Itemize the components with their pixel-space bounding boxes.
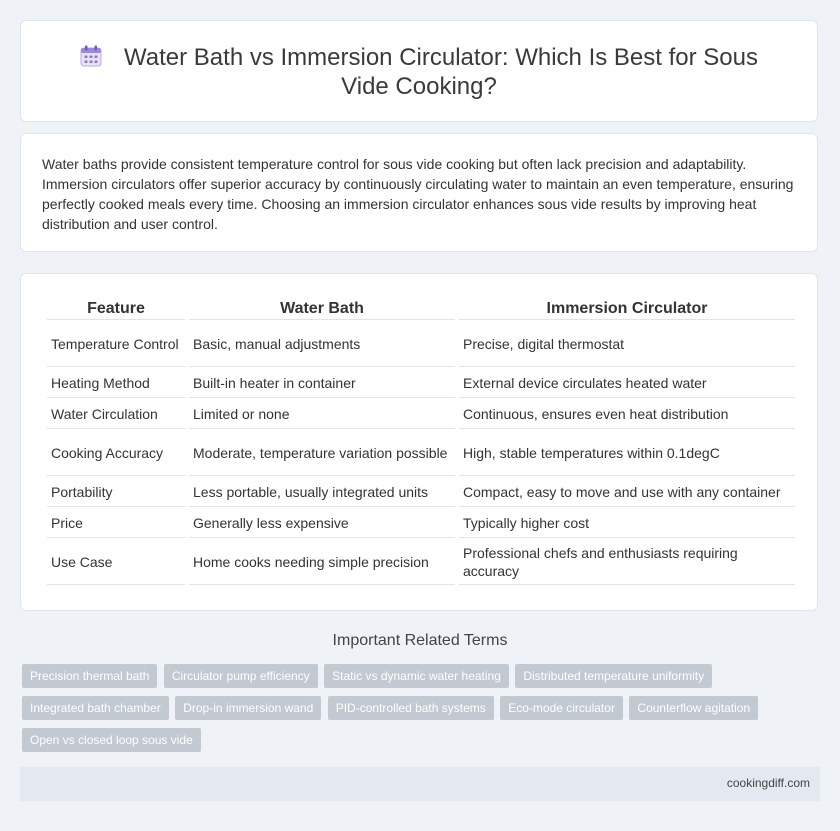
footer-bar: [20, 767, 820, 801]
related-term-tag[interactable]: Distributed temperature uniformity: [515, 664, 712, 688]
table-header-row: [47, 297, 795, 320]
intro-card: [20, 133, 818, 252]
related-terms-title: Important Related Terms: [332, 632, 508, 649]
table-cell: Continuous, ensures even heat distribution: [459, 399, 795, 429]
table-row: [47, 508, 795, 538]
table-row: [47, 399, 795, 429]
table-cell: Temperature Control: [47, 321, 185, 367]
related-term-tag[interactable]: PID-controlled bath systems: [328, 696, 494, 720]
intro-paragraph: Water baths provide consistent temperature control for sous vide cooking but often lack precision and adaptability. Immersion circulators offer superior accuracy by continuously circulating water to maintain an even temperature, ensuring perfectly cooked meals every time. Choosing an immersion circulator enhances sous vide results by improving heat distribution and user control.: [42, 156, 794, 232]
table-cell: Portability: [47, 477, 185, 507]
related-term-tag[interactable]: Static vs dynamic water heating: [324, 664, 509, 688]
related-term-tag[interactable]: Integrated bath chamber: [22, 696, 169, 720]
table-cell: Compact, easy to move and use with any container: [459, 477, 795, 507]
table-cell: Precise, digital thermostat: [459, 321, 795, 367]
page-title: Water Bath vs Immersion Circulator: Which Is Best for Sous Vide Cooking?: [124, 44, 758, 100]
table-cell: High, stable temperatures within 0.1degC: [459, 430, 795, 476]
table-row: [47, 539, 795, 585]
table-cell: Moderate, temperature variation possible: [189, 430, 455, 476]
page-title-wrap: [61, 43, 777, 101]
title-card: [20, 20, 818, 122]
table-cell: External device circulates heated water: [459, 368, 795, 398]
table-row: [47, 477, 795, 507]
table-cell: Basic, manual adjustments: [189, 321, 455, 367]
header-feature: Feature: [47, 297, 185, 320]
table-cell: Professional chefs and enthusiasts requiring accuracy: [459, 539, 795, 585]
table-cell: Typically higher cost: [459, 508, 795, 538]
footer-site-link[interactable]: cookingdiff.com: [726, 776, 810, 790]
related-term-tag[interactable]: Drop-in immersion wand: [175, 696, 321, 720]
table-row: [47, 368, 795, 398]
table-cell: Price: [47, 508, 185, 538]
related-term-tag[interactable]: Open vs closed loop sous vide: [22, 728, 201, 752]
table-row: [47, 321, 795, 367]
table-cell: Limited or none: [189, 399, 455, 429]
related-terms-list: [22, 664, 802, 760]
table-cell: Use Case: [47, 539, 185, 585]
comparison-table: [43, 296, 799, 586]
related-term-tag[interactable]: Precision thermal bath: [22, 664, 157, 688]
related-term-tag[interactable]: Counterflow agitation: [629, 696, 758, 720]
table-cell: Generally less expensive: [189, 508, 455, 538]
table-cell: Home cooks needing simple precision: [189, 539, 455, 585]
table-cell: Water Circulation: [47, 399, 185, 429]
table-cell: Cooking Accuracy: [47, 430, 185, 476]
related-term-tag[interactable]: Circulator pump efficiency: [164, 664, 318, 688]
header-water-bath: Water Bath: [189, 297, 455, 320]
table-cell: Less portable, usually integrated units: [189, 477, 455, 507]
table-cell: Heating Method: [47, 368, 185, 398]
table-cell: Built-in heater in container: [189, 368, 455, 398]
table-row: [47, 430, 795, 476]
comparison-card: [20, 273, 818, 611]
header-immersion-circulator: Immersion Circulator: [459, 297, 795, 320]
related-term-tag[interactable]: Eco-mode circulator: [500, 696, 623, 720]
calendar-icon: [80, 45, 102, 67]
